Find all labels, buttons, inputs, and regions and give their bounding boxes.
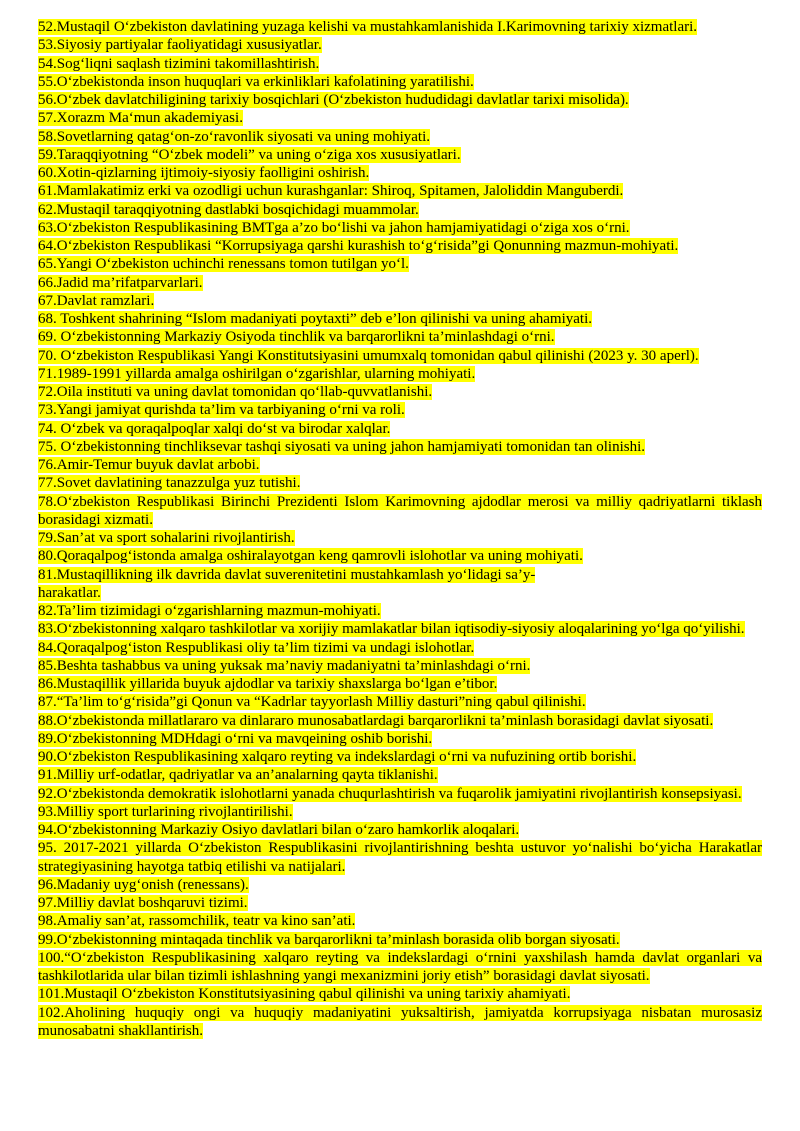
question-item bbox=[38, 894, 762, 912]
question-item bbox=[38, 785, 762, 803]
question-text: 88.O‘zbekistonda millatlararo va dinlararo munosabatlardagi barqarorlikni ta’minlash borasidagi davlat siyosati. bbox=[38, 712, 714, 729]
question-text: 59.Taraqqiyotning “O‘zbek modeli” va uning o‘ziga xos xususiyatlari. bbox=[38, 146, 461, 163]
question-text: 98.Amaliy san’at, rassomchilik, teatr va kino san’ati. bbox=[38, 913, 356, 930]
question-item bbox=[38, 365, 762, 383]
question-item bbox=[38, 639, 762, 657]
question-text: 82.Ta’lim tizimidagi o‘zgarishlarning mazmun-mohiyati. bbox=[38, 603, 381, 619]
question-item bbox=[38, 985, 762, 1003]
question-text: 56.O‘zbek davlatchiligining tarixiy bosqichlari (O‘zbekiston hududidagi davlatlar tarixi misolida). bbox=[38, 92, 629, 108]
question-text: 54.Sog‘liqni saqlash tizimini takomillashtirish. bbox=[38, 55, 320, 72]
question-item bbox=[38, 255, 762, 273]
question-text: 91.Milliy urf-odatlar, qadriyatlar va an’analarning qayta tiklanishi. bbox=[38, 767, 438, 784]
question-item bbox=[38, 766, 762, 784]
question-item bbox=[38, 566, 762, 603]
question-item bbox=[38, 401, 762, 419]
question-item bbox=[38, 73, 762, 91]
question-text: 72.Oila instituti va uning davlat tomonidan qo‘llab-quvvatlanishi. bbox=[38, 384, 433, 400]
question-item bbox=[38, 310, 762, 328]
question-text: 71.1989-1991 yillarda amalga oshirilgan o‘zgarishlar, ularning mohiyati. bbox=[38, 365, 476, 382]
question-text: 102.Aholining huquqiy ongi va huquqiy madaniyatini yuksaltirish, jamiyatda korrupsiyaga nisbatan murosasiz munosabatni shakllantirish. bbox=[38, 1004, 762, 1039]
question-item bbox=[38, 748, 762, 766]
question-text: 57.Xorazm Ma‘mun akademiyasi. bbox=[38, 110, 243, 127]
question-item bbox=[38, 657, 762, 675]
question-text: 66.Jadid ma’rifatparvarlari. bbox=[38, 274, 203, 291]
question-item bbox=[38, 803, 762, 821]
question-text: 87.“Ta’lim to‘g‘risida”gi Qonun va “Kadrlar tayyorlash Milliy dasturi”ning qabul qilinishi. bbox=[38, 694, 586, 711]
question-item bbox=[38, 675, 762, 693]
question-text: 63.O‘zbekiston Respublikasining BMTga a’zo bo‘lishi va jahon hamjamiyatidagi o‘ziga xos o‘rni. bbox=[38, 219, 630, 236]
question-item bbox=[38, 693, 762, 711]
question-item bbox=[38, 219, 762, 237]
question-item bbox=[38, 182, 762, 200]
question-item bbox=[38, 18, 762, 36]
question-item bbox=[38, 146, 762, 164]
question-item bbox=[38, 949, 762, 986]
question-item bbox=[38, 876, 762, 894]
question-text: 75. O‘zbekistonning tinchliksevar tashqi siyosati va uning jahon hamjamiyati tomonidan tan olinishi. bbox=[38, 438, 645, 455]
question-item bbox=[38, 547, 762, 565]
question-text: 94.O‘zbekistonning Markaziy Osiyo davlatlari bilan o‘zaro hamkorlik aloqalari. bbox=[38, 822, 520, 838]
question-list bbox=[38, 18, 762, 1040]
question-text: 100.“O‘zbekiston Respublikasining xalqaro reyting va indekslardagi o‘rnini yaxshilash hamda davlat organlari va tashkilotlarida ular bilan tizimli ishlashning yangi mexanizmini joriy etish” borasidagi davlat siyosati. bbox=[38, 949, 762, 984]
question-item bbox=[38, 620, 762, 638]
question-text: 70. O‘zbekiston Respublikasi Yangi Konstitutsiyasini umumxalq tomonidan qabul qilinishi (2023 y. 30 aperl). bbox=[38, 347, 699, 364]
question-item bbox=[38, 730, 762, 748]
question-item bbox=[38, 912, 762, 930]
question-text: 89.O‘zbekistonning MDHdagi o‘rni va mavqeining oshib borishi. bbox=[38, 730, 433, 747]
question-item bbox=[38, 237, 762, 255]
question-text: 90.O‘zbekiston Respublikasining xalqaro reyting va indekslardagi o‘rni va nufuzining ortib borishi. bbox=[38, 749, 637, 765]
question-text: 99.O‘zbekistonning mintaqada tinchlik va barqarorlikni ta’minlash borasida olib borgan siyosati. bbox=[38, 931, 620, 948]
question-item bbox=[38, 931, 762, 949]
question-item bbox=[38, 529, 762, 547]
question-text: 80.Qoraqalpog‘istonda amalga oshiralayotgan keng qamrovli islohotlar va uning mohiyati. bbox=[38, 548, 583, 565]
question-text: 69. O‘zbekistonning Markaziy Osiyoda tinchlik va barqarorlikni ta’minlashdagi o‘rni. bbox=[38, 329, 555, 346]
question-text: 68. Toshkent shahrining “Islom madaniyati poytaxti” deb e’lon qilinishi va uning ahamiyati. bbox=[38, 311, 592, 327]
question-text: 73.Yangi jamiyat qurishda ta’lim va tarbiyaning o‘rni va roli. bbox=[38, 402, 405, 419]
question-item bbox=[38, 55, 762, 73]
question-text: 61.Mamlakatimiz erki va ozodligi uchun kurashganlar: Shiroq, Spitamen, Jaloliddin Manguberdi. bbox=[38, 183, 624, 200]
question-text: 58.Sovetlarning qatag‘on-zo‘ravonlik siyosati va uning mohiyati. bbox=[38, 128, 431, 145]
question-item bbox=[38, 821, 762, 839]
question-item bbox=[38, 164, 762, 182]
question-item bbox=[38, 201, 762, 219]
question-text: 67.Davlat ramzlari. bbox=[38, 292, 155, 309]
question-text: 52.Mustaqil O‘zbekiston davlatining yuzaga kelishi va mustahkamlanishida I.Karimovning tarixiy xizmatlari. bbox=[38, 19, 698, 35]
question-item bbox=[38, 347, 762, 365]
question-text: 62.Mustaqil taraqqiyotning dastlabki bosqichidagi muammolar. bbox=[38, 201, 419, 218]
question-item bbox=[38, 712, 762, 730]
question-text: 55.O‘zbekistonda inson huquqlari va erkinliklari kafolatining yaratilishi. bbox=[38, 73, 474, 90]
question-text: 77.Sovet davlatining tanazzulga yuz tutishi. bbox=[38, 475, 301, 492]
question-text: 81.Mustaqillikning ilk davrida davlat suverenitetini mustahkamlash yo‘lidagi sa’y- harakatlar. bbox=[38, 566, 536, 601]
question-text: 79.San’at va sport sohalarini rivojlantirish. bbox=[38, 530, 295, 546]
question-item bbox=[38, 128, 762, 146]
question-item bbox=[38, 1004, 762, 1041]
question-text: 101.Mustaqil O‘zbekiston Konstitutsiyasining qabul qilinishi va uning tarixiy ahamiyati. bbox=[38, 986, 571, 1003]
question-text: 65.Yangi O‘zbekiston uchinchi renessans tomon tutilgan yo‘l. bbox=[38, 256, 409, 273]
question-text: 95. 2017-2021 yillarda O‘zbekiston Respublikasini rivojlantirishning beshta ustuvor yo‘nalishi bo‘yicha Harakatlar strategiyasining hayotga tatbiq etilishi va natijalari. bbox=[38, 840, 762, 875]
question-item bbox=[38, 292, 762, 310]
question-item bbox=[38, 420, 762, 438]
question-item bbox=[38, 109, 762, 127]
question-text: 85.Beshta tashabbus va uning yuksak ma’naviy madaniyatni ta’minlashdagi o‘rni. bbox=[38, 657, 531, 674]
question-text: 76.Amir-Temur buyuk davlat arbobi. bbox=[38, 457, 260, 473]
question-item bbox=[38, 602, 762, 620]
question-text: 64.O‘zbekiston Respublikasi “Korrupsiyaga qarshi kurashish to‘g‘risida”gi Qonunning mazmun-mohiyati. bbox=[38, 238, 679, 254]
question-text: 86.Mustaqillik yillarida buyuk ajdodlar va tarixiy shaxslarga bo‘lgan e’tibor. bbox=[38, 676, 498, 692]
question-item bbox=[38, 839, 762, 876]
question-text: 53.Siyosiy partiyalar faoliyatidagi xususiyatlar. bbox=[38, 37, 322, 54]
question-text: 92.O‘zbekistonda demokratik islohotlarni yanada chuqurlashtirish va fuqarolik jamiyatini rivojlantirish konsepsiyasi. bbox=[38, 785, 742, 802]
question-item bbox=[38, 274, 762, 292]
question-item bbox=[38, 91, 762, 109]
question-item bbox=[38, 438, 762, 456]
question-item bbox=[38, 36, 762, 54]
question-text: 78.O‘zbekiston Respublikasi Birinchi Prezidenti Islom Karimovning ajdodlar merosi va milliy qadriyatlarni tiklash borasidagi xizmati. bbox=[38, 493, 762, 528]
question-item bbox=[38, 383, 762, 401]
question-item bbox=[38, 328, 762, 346]
question-item bbox=[38, 456, 762, 474]
question-text: 97.Milliy davlat boshqaruvi tizimi. bbox=[38, 895, 248, 911]
question-text: 74. O‘zbek va qoraqalpoqlar xalqi do‘st va birodar xalqlar. bbox=[38, 420, 391, 437]
question-text: 83.O‘zbekistonning xalqaro tashkilotlar va xorijiy mamlakatlar bilan iqtisodiy-siyosiy aloqalarining yo‘lga qo‘yilishi. bbox=[38, 621, 745, 638]
question-item bbox=[38, 493, 762, 530]
question-text: 93.Milliy sport turlarining rivojlantirilishi. bbox=[38, 803, 293, 820]
question-text: 84.Qoraqalpog‘iston Respublikasi oliy ta’lim tizimi va undagi islohotlar. bbox=[38, 639, 475, 656]
question-text: 96.Madaniy uyg‘onish (renessans). bbox=[38, 876, 249, 893]
question-item bbox=[38, 474, 762, 492]
question-text: 60.Xotin-qizlarning ijtimoiy-siyosiy faolligini oshirish. bbox=[38, 165, 370, 181]
